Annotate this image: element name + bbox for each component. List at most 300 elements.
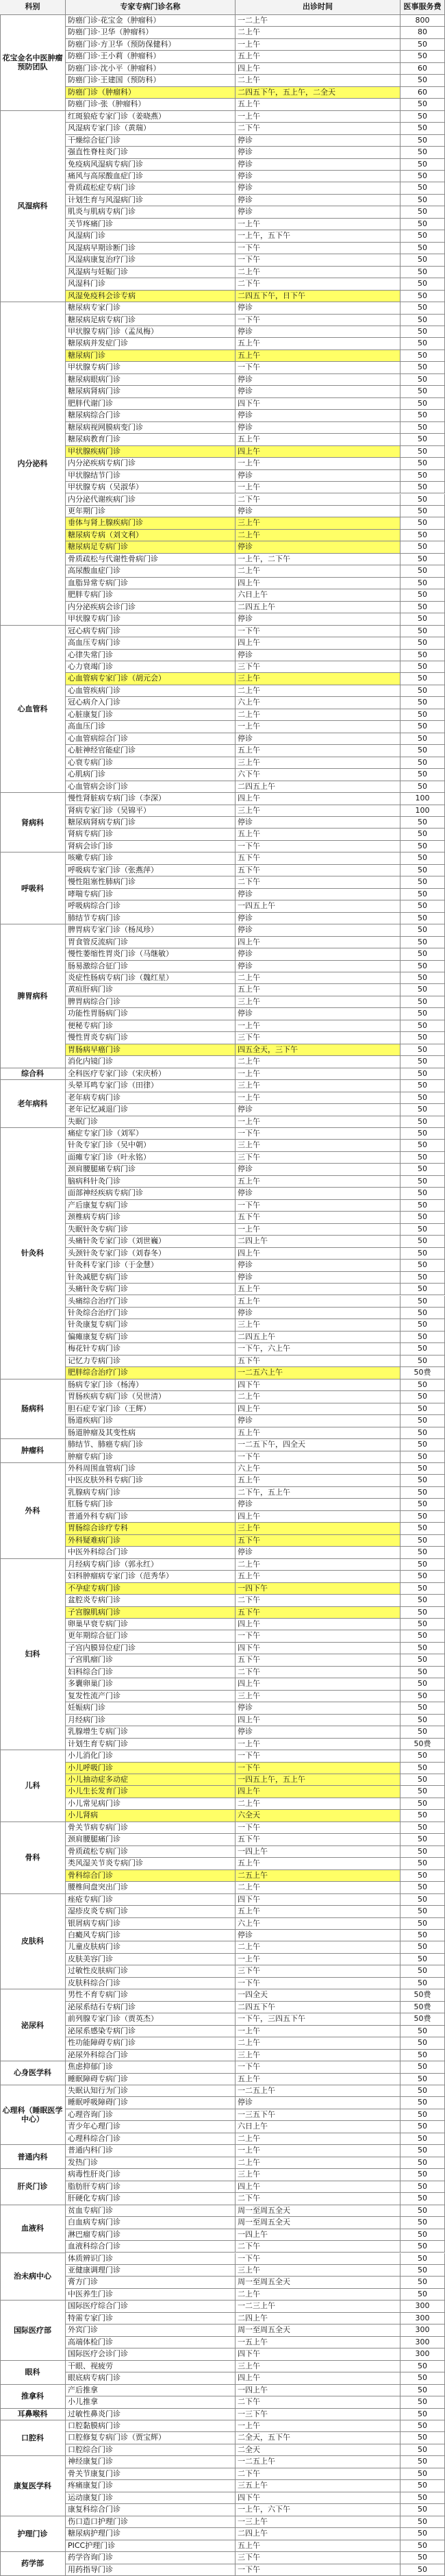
department-label: 康复医学科 bbox=[0, 2456, 66, 2516]
clinic-name: 失眠认知行为门诊 bbox=[66, 2085, 236, 2097]
clinic-name: 强直性脊柱炎门诊 bbox=[66, 147, 236, 158]
clinic-fee: 50 bbox=[400, 111, 445, 123]
clinic-name: 防癌门诊·王小莉（肿瘤科） bbox=[66, 51, 236, 62]
clinic-name: 骨科综合门诊 bbox=[66, 1870, 236, 1882]
clinic-schedule: 三下午 bbox=[236, 2552, 400, 2564]
clinic-name: 骨关节病专病门诊 bbox=[66, 1822, 236, 1834]
clinic-schedule: 一下午 bbox=[236, 626, 400, 637]
clinic-fee: 50 bbox=[400, 2540, 445, 2552]
clinic-fee: 50 bbox=[400, 1212, 445, 1223]
clinic-fee: 50 bbox=[400, 494, 445, 506]
clinic-schedule: 停诊 bbox=[236, 326, 400, 338]
clinic-fee: 50 bbox=[400, 1164, 445, 1175]
clinic-schedule: 五下午 bbox=[236, 1607, 400, 1619]
clinic-fee: 50 bbox=[400, 745, 445, 757]
clinic-schedule: 五下午 bbox=[236, 1535, 400, 1547]
clinic-schedule: 二五上午 bbox=[236, 1870, 400, 1882]
clinic-fee: 50 bbox=[400, 2385, 445, 2396]
clinic-schedule: 停诊 bbox=[236, 961, 400, 972]
clinic-fee: 50 bbox=[400, 1343, 445, 1355]
clinic-schedule: 一上午 bbox=[236, 39, 400, 51]
clinic-schedule: 五上午 bbox=[236, 338, 400, 349]
clinic-name: 神经康复门诊 bbox=[66, 2456, 236, 2468]
clinic-fee: 50 bbox=[400, 1595, 445, 1606]
clinic-schedule: 一二五上午 bbox=[236, 2456, 400, 2468]
clinic-schedule: 四下午 bbox=[236, 2348, 400, 2360]
clinic-schedule: 五上午 bbox=[236, 984, 400, 996]
clinic-schedule: 二四上午 bbox=[236, 1236, 400, 1247]
clinic-name: 康复科综合门诊 bbox=[66, 2504, 236, 2516]
clinic-fee: 50 bbox=[400, 243, 445, 254]
clinic-name: 痛风与高尿酸血症门诊 bbox=[66, 171, 236, 182]
clinic-schedule: 五上午 bbox=[236, 1427, 400, 1439]
clinic-fee: 50 bbox=[400, 2516, 445, 2528]
clinic-name: 心脏神经官能症门诊 bbox=[66, 745, 236, 757]
clinic-fee: 50 bbox=[400, 1224, 445, 1236]
clinic-fee: 50 bbox=[400, 2050, 445, 2061]
department-label: 脾胃病科 bbox=[0, 924, 66, 1068]
clinic-fee: 50 bbox=[400, 2456, 445, 2468]
clinic-name: 肝硬化专病门诊 bbox=[66, 2193, 236, 2205]
clinic-fee: 50 bbox=[400, 1774, 445, 1786]
clinic-name: 防癌门诊·张（肿瘤科） bbox=[66, 99, 236, 110]
clinic-schedule: 停诊 bbox=[236, 1702, 400, 1714]
clinic-schedule: 五上午 bbox=[236, 2074, 400, 2085]
clinic-schedule: 五下午 bbox=[236, 852, 400, 864]
clinic-schedule: 二上午 bbox=[236, 530, 400, 541]
clinic-fee: 50 bbox=[400, 2193, 445, 2205]
clinic-name: 关节疼痛门诊 bbox=[66, 219, 236, 230]
clinic-name: 国际医疗会诊门诊 bbox=[66, 2348, 236, 2360]
department-label: 肝炎门诊 bbox=[0, 2169, 66, 2205]
clinic-name: 淋巴瘤专病门诊 bbox=[66, 2229, 236, 2241]
clinic-name: 面部神经疾病专病门诊 bbox=[66, 1188, 236, 1199]
clinic-fee: 50 bbox=[400, 206, 445, 218]
clinic-schedule: 五上午 bbox=[236, 1475, 400, 1486]
department-label: 儿科 bbox=[0, 1750, 66, 1822]
clinic-schedule: 周一至周五全天 bbox=[236, 2205, 400, 2217]
clinic-fee: 50 bbox=[400, 757, 445, 769]
clinic-fee: 50 bbox=[400, 1236, 445, 1247]
clinic-name: 小儿呼吸门诊 bbox=[66, 1763, 236, 1774]
clinic-fee: 50 bbox=[400, 1152, 445, 1164]
clinic-fee: 50 bbox=[400, 362, 445, 373]
clinic-name: 胆石症专家门诊（王辉） bbox=[66, 1403, 236, 1415]
clinic-schedule: 一上午 bbox=[236, 1020, 400, 1032]
clinic-fee: 50 bbox=[400, 1763, 445, 1774]
clinic-fee: 800 bbox=[400, 15, 445, 27]
clinic-schedule: 二上午 bbox=[236, 1882, 400, 1893]
clinic-name: 骨关节康复门诊 bbox=[66, 2468, 236, 2480]
clinic-name: 眼底病专病门诊 bbox=[66, 2372, 236, 2384]
clinic-schedule: 五上午 bbox=[236, 745, 400, 757]
clinic-schedule: 一四上午 bbox=[236, 1846, 400, 1858]
clinic-fee: 50 bbox=[400, 626, 445, 637]
clinic-schedule: 二上午 bbox=[236, 685, 400, 697]
clinic-schedule: 三上午 bbox=[236, 757, 400, 769]
clinic-fee: 50 bbox=[400, 315, 445, 326]
clinic-fee: 50 bbox=[400, 219, 445, 230]
clinic-fee: 50 bbox=[400, 1726, 445, 1738]
clinic-name: 泌尿系感染专病门诊 bbox=[66, 2026, 236, 2037]
department-label: 花宝金名中医肿瘤预防团队 bbox=[0, 15, 66, 111]
clinic-fee: 50 bbox=[400, 1941, 445, 1953]
clinic-schedule: 五上午 bbox=[236, 1571, 400, 1582]
clinic-name: 哮喘专病门诊 bbox=[66, 889, 236, 900]
clinic-schedule: 停诊 bbox=[236, 386, 400, 397]
clinic-schedule: 三上午 bbox=[236, 673, 400, 685]
clinic-fee: 50 bbox=[400, 1630, 445, 1642]
clinic-schedule: 停诊 bbox=[236, 135, 400, 147]
clinic-fee: 50 bbox=[400, 302, 445, 314]
clinic-schedule: 五下午 bbox=[236, 1654, 400, 1666]
clinic-schedule: 二上午 bbox=[236, 1056, 400, 1068]
clinic-schedule: 四上午 bbox=[236, 2181, 400, 2193]
clinic-name: 甲状腺结节门诊 bbox=[66, 470, 236, 482]
clinic-schedule: 四上午 bbox=[236, 793, 400, 805]
clinic-fee: 50 bbox=[400, 685, 445, 697]
clinic-name: 外科周围血管病门诊 bbox=[66, 1463, 236, 1475]
clinic-schedule: 四下午 bbox=[236, 1894, 400, 1906]
clinic-name: 子宫内膜异位症门诊 bbox=[66, 1643, 236, 1654]
clinic-fee: 50 bbox=[400, 2121, 445, 2133]
clinic-name: 病毒性肝炎门诊 bbox=[66, 2169, 236, 2181]
clinic-schedule: 二下午，五上午 bbox=[236, 1487, 400, 1499]
clinic-schedule: 停诊 bbox=[236, 506, 400, 517]
clinic-fee: 50 bbox=[400, 386, 445, 397]
clinic-fee: 50 bbox=[400, 51, 445, 62]
clinic-fee: 50 bbox=[400, 1044, 445, 1056]
clinic-fee: 50 bbox=[400, 589, 445, 601]
clinic-name: 肛肠专病门诊 bbox=[66, 1499, 236, 1510]
clinic-schedule: 一下午 bbox=[236, 1630, 400, 1642]
clinic-fee: 50 bbox=[400, 913, 445, 924]
clinic-schedule: 一下午 bbox=[236, 1200, 400, 1212]
clinic-fee: 50 bbox=[400, 1092, 445, 1104]
clinic-fee: 50 bbox=[400, 1415, 445, 1427]
clinic-fee: 50 bbox=[400, 889, 445, 900]
clinic-schedule: 二四五上午 bbox=[236, 1332, 400, 1343]
clinic-name: 针灸综合治疗门诊 bbox=[66, 1308, 236, 1319]
clinic-name: 泌尿系结石专病门诊 bbox=[66, 2002, 236, 2013]
clinic-schedule: 停诊 bbox=[236, 1415, 400, 1427]
clinic-fee: 50 bbox=[400, 637, 445, 649]
clinic-name: 糖尿病肾病专病门诊 bbox=[66, 817, 236, 829]
clinic-name: 慢性胃炎专病门诊 bbox=[66, 1032, 236, 1044]
clinic-fee: 50 bbox=[400, 1583, 445, 1595]
clinic-fee: 50 bbox=[400, 948, 445, 960]
department-label: 普通内科 bbox=[0, 2145, 66, 2169]
clinic-schedule: 二上午 bbox=[236, 1941, 400, 1953]
clinic-name: 肾病专病门诊 bbox=[66, 829, 236, 840]
clinic-schedule: 一五上午 bbox=[236, 2337, 400, 2348]
clinic-name: 头晕耳鸣专家门诊（田律） bbox=[66, 1080, 236, 1092]
clinic-fee: 50 bbox=[400, 1930, 445, 1941]
clinic-schedule: 停诊 bbox=[236, 924, 400, 936]
clinic-fee: 50 bbox=[400, 2145, 445, 2157]
clinic-schedule: 一三下午 bbox=[236, 2409, 400, 2420]
department-label: 国际医疗部 bbox=[0, 2301, 66, 2360]
clinic-fee: 50费 bbox=[400, 2002, 445, 2013]
clinic-fee: 50 bbox=[400, 2217, 445, 2229]
clinic-schedule: 停诊 bbox=[236, 171, 400, 182]
clinic-fee: 50 bbox=[400, 2528, 445, 2540]
clinic-fee: 50 bbox=[400, 1654, 445, 1666]
clinic-name: 高血压专病门诊 bbox=[66, 637, 236, 649]
clinic-fee: 50费 bbox=[400, 2013, 445, 2025]
clinic-name: 计划生育专病门诊 bbox=[66, 1739, 236, 1750]
clinic-name: 焦虑抑郁门诊 bbox=[66, 2061, 236, 2073]
clinic-name: 肥胖代谢门诊 bbox=[66, 398, 236, 410]
clinic-fee: 50 bbox=[400, 769, 445, 781]
clinic-schedule: 四下午 bbox=[236, 1643, 400, 1654]
clinic-name: 运动康复门诊 bbox=[66, 2492, 236, 2504]
clinic-name: 白血病专病门诊 bbox=[66, 2217, 236, 2229]
clinic-schedule: 二下午 bbox=[236, 123, 400, 134]
clinic-fee: 50 bbox=[400, 2444, 445, 2456]
clinic-schedule: 二四五上午 bbox=[236, 781, 400, 793]
clinic-schedule: 二上午 bbox=[236, 709, 400, 721]
clinic-name: 中医养生门诊 bbox=[66, 2289, 236, 2301]
clinic-schedule: 停诊 bbox=[236, 374, 400, 386]
clinic-name: 肾病会诊门诊 bbox=[66, 841, 236, 852]
clinic-fee: 300 bbox=[400, 2324, 445, 2336]
clinic-name: 黄疸肝病门诊 bbox=[66, 984, 236, 996]
clinic-fee: 50 bbox=[400, 2277, 445, 2288]
clinic-name: 产后康复专病门诊 bbox=[66, 1200, 236, 1212]
clinic-fee: 50 bbox=[400, 817, 445, 829]
clinic-name: 不孕症专病门诊 bbox=[66, 1583, 236, 1595]
clinic-fee: 50 bbox=[400, 650, 445, 661]
clinic-name: 过敏性鼻炎门诊 bbox=[66, 2409, 236, 2420]
clinic-schedule: 二下午 bbox=[236, 1667, 400, 1678]
clinic-schedule: 一下午 bbox=[236, 1451, 400, 1463]
clinic-name: 产后推拿 bbox=[66, 2385, 236, 2396]
clinic-fee: 300 bbox=[400, 2313, 445, 2324]
clinic-fee: 80 bbox=[400, 27, 445, 38]
clinic-name: 呼吸病专家门诊（张燕萍） bbox=[66, 865, 236, 876]
clinic-fee: 50 bbox=[400, 1403, 445, 1415]
clinic-fee: 50 bbox=[400, 39, 445, 51]
clinic-name: 咳嗽专病门诊 bbox=[66, 852, 236, 864]
clinic-fee: 50 bbox=[400, 2432, 445, 2444]
clinic-schedule: 五上午 bbox=[236, 1858, 400, 1869]
clinic-fee: 50 bbox=[400, 470, 445, 482]
clinic-fee: 50 bbox=[400, 2564, 445, 2576]
header-clinic-name: 专家专病门诊名称 bbox=[66, 0, 236, 15]
department-label: 护理门诊 bbox=[0, 2516, 66, 2552]
clinic-name: 心肌病门诊 bbox=[66, 769, 236, 781]
clinic-schedule: 三上午 bbox=[236, 1319, 400, 1331]
clinic-fee: 50 bbox=[400, 1667, 445, 1678]
clinic-name: 小儿推拿 bbox=[66, 2396, 236, 2408]
clinic-fee: 50 bbox=[400, 1140, 445, 1151]
clinic-fee: 50 bbox=[400, 1319, 445, 1331]
clinic-name: 贫血专病门诊 bbox=[66, 2205, 236, 2217]
clinic-schedule: 停诊 bbox=[236, 422, 400, 434]
clinic-schedule: 四上午 bbox=[236, 1619, 400, 1630]
clinic-schedule: 一上午 bbox=[236, 2026, 400, 2037]
clinic-fee: 50 bbox=[400, 326, 445, 338]
clinic-name: 全科医疗专家门诊（宋庆桥） bbox=[66, 1068, 236, 1080]
clinic-name: 外科疑难病门诊 bbox=[66, 1535, 236, 1547]
clinic-schedule: 一下午 bbox=[236, 315, 400, 326]
clinic-schedule: 一上午，六下午 bbox=[236, 2504, 400, 2516]
clinic-schedule: 三上午 bbox=[236, 2265, 400, 2277]
clinic-schedule: 二上午 bbox=[236, 1559, 400, 1571]
clinic-fee: 50 bbox=[400, 350, 445, 362]
clinic-name: 睡眠障碍专病门诊 bbox=[66, 2074, 236, 2085]
clinic-name: 皮肤科综合门诊 bbox=[66, 1978, 236, 1989]
clinic-fee: 50 bbox=[400, 2205, 445, 2217]
clinic-fee: 50 bbox=[400, 1463, 445, 1475]
clinic-fee: 50 bbox=[400, 2468, 445, 2480]
clinic-name: 头痛综合治疗门诊 bbox=[66, 1296, 236, 1308]
clinic-name: 头颈针灸专家门诊（刘春冬） bbox=[66, 1248, 236, 1260]
clinic-name: 小儿生长发育门诊 bbox=[66, 1786, 236, 1798]
clinic-name: 小儿常见病门诊 bbox=[66, 1798, 236, 1810]
clinic-fee: 50 bbox=[400, 374, 445, 386]
clinic-name: 痛症专家门诊（刘军） bbox=[66, 1128, 236, 1140]
clinic-name: 国际医疗综合门诊 bbox=[66, 2301, 236, 2312]
department-label: 外科 bbox=[0, 1463, 66, 1559]
clinic-schedule: 一四上午 bbox=[236, 2385, 400, 2396]
clinic-name: 胃食管反流病门诊 bbox=[66, 937, 236, 948]
clinic-schedule: 五上午 bbox=[236, 829, 400, 840]
clinic-schedule: 停诊 bbox=[236, 147, 400, 158]
clinic-schedule: 一下午 bbox=[236, 254, 400, 266]
clinic-name: 失眠针灸专病门诊 bbox=[66, 1224, 236, 1236]
clinic-schedule: 一上午，二下午 bbox=[236, 554, 400, 565]
clinic-fee: 50 bbox=[400, 1786, 445, 1798]
clinic-name: 骨质疏松症专病门诊 bbox=[66, 182, 236, 194]
clinic-name: 更年期门诊 bbox=[66, 506, 236, 517]
clinic-fee: 50 bbox=[400, 1475, 445, 1486]
clinic-name: 糖尿病专家门诊 bbox=[66, 302, 236, 314]
clinic-name: 盆腔炎专病门诊 bbox=[66, 1595, 236, 1606]
clinic-schedule: 停诊 bbox=[236, 195, 400, 206]
department-label: 内分泌科 bbox=[0, 302, 66, 625]
clinic-name: 甲状腺专病（吴淑华） bbox=[66, 482, 236, 493]
clinic-fee: 50 bbox=[400, 458, 445, 469]
clinic-schedule: 二上午 bbox=[236, 267, 400, 278]
clinic-name: PICC护理门诊 bbox=[66, 2540, 236, 2552]
clinic-fee: 50 bbox=[400, 1810, 445, 1821]
clinic-fee: 50 bbox=[400, 1643, 445, 1654]
clinic-name: 风湿病康复治疗门诊 bbox=[66, 254, 236, 266]
clinic-name: 中医外科综合门诊 bbox=[66, 1547, 236, 1558]
clinic-name: 小儿消化门诊 bbox=[66, 1750, 236, 1762]
clinic-schedule: 一下午 bbox=[236, 362, 400, 373]
clinic-name: 糖尿病眼病门诊 bbox=[66, 374, 236, 386]
clinic-schedule: 二下午 bbox=[236, 2193, 400, 2205]
clinic-name: 胃肠疾病专病门诊（吴世清） bbox=[66, 1391, 236, 1403]
clinic-fee: 50费 bbox=[400, 1989, 445, 2001]
clinic-schedule: 停诊 bbox=[236, 470, 400, 482]
clinic-schedule: 周一至周五全天 bbox=[236, 2277, 400, 2288]
clinic-fee: 50 bbox=[400, 135, 445, 147]
clinic-fee: 50 bbox=[400, 961, 445, 972]
clinic-name: 肠道肿瘤及其变性病 bbox=[66, 1427, 236, 1439]
clinic-fee: 50 bbox=[400, 530, 445, 541]
clinic-fee: 50 bbox=[400, 2097, 445, 2109]
clinic-fee: 50 bbox=[400, 937, 445, 948]
clinic-name: 口腔综合门诊 bbox=[66, 2444, 236, 2456]
clinic-fee: 50 bbox=[400, 1260, 445, 1271]
clinic-fee: 300 bbox=[400, 2337, 445, 2348]
clinic-name: 脾胃病专家门诊（杨凤珍） bbox=[66, 924, 236, 936]
clinic-schedule: 二上午 bbox=[236, 1798, 400, 1810]
clinic-fee: 50 bbox=[400, 1918, 445, 1930]
clinic-fee: 50 bbox=[400, 278, 445, 290]
clinic-schedule: 四上午 bbox=[236, 578, 400, 589]
clinic-schedule: 停诊 bbox=[236, 1547, 400, 1558]
clinic-name: 月经病门诊 bbox=[66, 1715, 236, 1726]
clinic-fee: 300 bbox=[400, 2348, 445, 2360]
clinic-name: 炎症性肠病专病门诊（魏红星） bbox=[66, 972, 236, 984]
clinic-schedule: 二四上午 bbox=[236, 2313, 400, 2324]
clinic-name: 功能性胃肠病门诊 bbox=[66, 1008, 236, 1020]
clinic-schedule: 四上午 bbox=[236, 63, 400, 75]
department-label: 呼吸科 bbox=[0, 852, 66, 924]
clinic-fee: 50 bbox=[400, 1691, 445, 1702]
clinic-name: 防癌门诊（肿瘤科） bbox=[66, 87, 236, 99]
clinic-fee: 50 bbox=[400, 1535, 445, 1547]
clinic-fee: 50 bbox=[400, 1379, 445, 1391]
clinic-fee: 50 bbox=[400, 1020, 445, 1032]
clinic-schedule: 一下午 bbox=[236, 1822, 400, 1834]
clinic-fee: 50 bbox=[400, 697, 445, 709]
clinic-schedule: 一三五下午 bbox=[236, 2109, 400, 2121]
clinic-schedule: 二四五下午，日下午 bbox=[236, 291, 400, 302]
clinic-schedule: 一上午 bbox=[236, 1224, 400, 1236]
clinic-fee: 50 bbox=[400, 254, 445, 266]
clinic-fee: 50 bbox=[400, 1571, 445, 1582]
clinic-fee: 50 bbox=[400, 446, 445, 458]
clinic-fee: 50 bbox=[400, 195, 445, 206]
clinic-schedule: 停诊 bbox=[236, 1272, 400, 1284]
clinic-schedule: 二上午 bbox=[236, 2037, 400, 2049]
clinic-fee: 50 bbox=[400, 2074, 445, 2085]
clinic-fee: 50 bbox=[400, 2552, 445, 2564]
clinic-fee: 50 bbox=[400, 1272, 445, 1284]
department-label: 心理科（睡眠医学中心） bbox=[0, 2085, 66, 2145]
clinic-fee: 50 bbox=[400, 2372, 445, 2384]
clinic-name: 防癌门诊·方卫华（预防保健科） bbox=[66, 39, 236, 51]
clinic-fee: 50 bbox=[400, 482, 445, 493]
clinic-schedule: 二上午 bbox=[236, 2289, 400, 2301]
clinic-name: 胃肠病早癌门诊 bbox=[66, 1044, 236, 1056]
clinic-schedule: 二下午 bbox=[236, 2396, 400, 2408]
clinic-fee: 50 bbox=[400, 1607, 445, 1619]
clinic-name: 老年记忆减退门诊 bbox=[66, 1104, 236, 1116]
clinic-name: 风湿科门诊 bbox=[66, 278, 236, 290]
clinic-name: 针灸康复专病门诊 bbox=[66, 1319, 236, 1331]
clinic-schedule: 三上午 bbox=[236, 2361, 400, 2372]
clinic-name: 梅花针专病门诊 bbox=[66, 1343, 236, 1355]
clinic-schedule: 四上午 bbox=[236, 1786, 400, 1798]
department-label: 血液科 bbox=[0, 2205, 66, 2253]
clinic-schedule: 四下午 bbox=[236, 398, 400, 410]
clinic-fee: 50 bbox=[400, 410, 445, 421]
clinic-schedule: 二上午 bbox=[236, 2133, 400, 2145]
clinic-name: 干眼、视疲劳 bbox=[66, 2361, 236, 2372]
clinic-name: 糖尿病足病专病门诊 bbox=[66, 315, 236, 326]
clinic-name: 高血压门诊 bbox=[66, 721, 236, 733]
clinic-schedule: 二上午 bbox=[236, 2157, 400, 2169]
department-label: 口腔科 bbox=[0, 2420, 66, 2456]
clinic-name: 普通内科门诊 bbox=[66, 2145, 236, 2157]
